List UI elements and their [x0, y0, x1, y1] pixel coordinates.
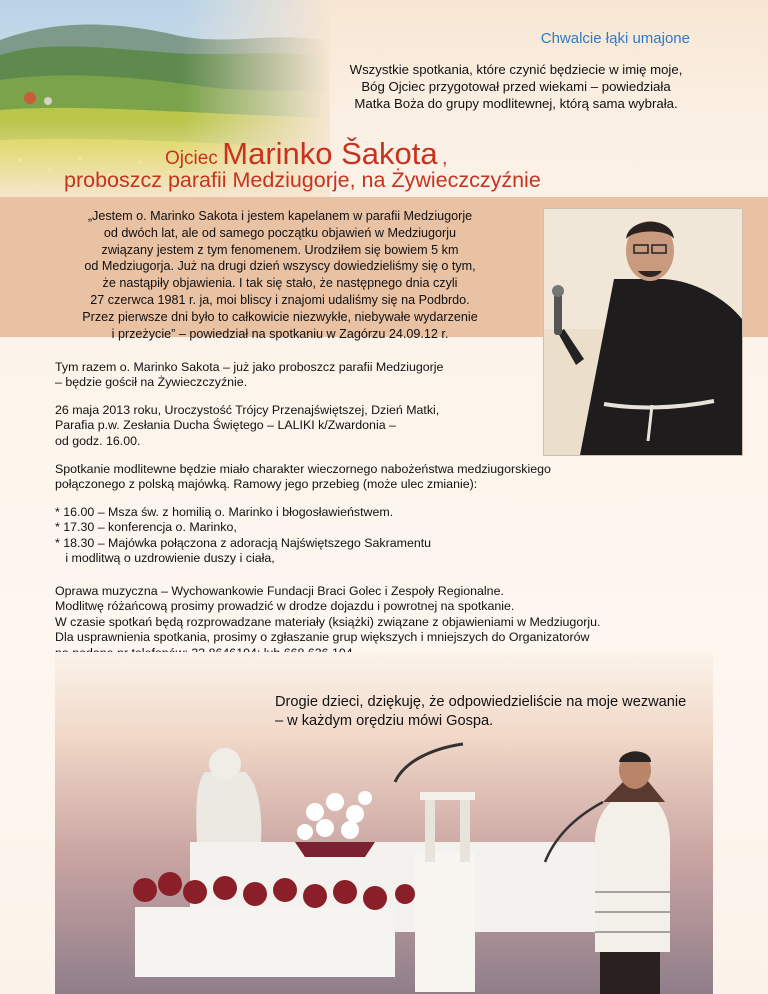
priest-quote-line: 27 czerwca 1981 r. ja, moi bliscy i znajomi udaliśmy się na Podbrdo. — [90, 292, 470, 307]
priest-quote-line: i przeżycie” – powiedział na spotkaniu w Zagórzu 24.09.12 r. — [111, 326, 449, 341]
gospa-quote — [275, 693, 715, 730]
priest-quote-line: Przez pierwsze dni było to całkowicie niezwykłe, niebywałe wydarzenie — [82, 309, 478, 324]
gospa-quote-line: Drogie dzieci, dziękuję, że odpowiedzieliście na moje wezwanie — [275, 694, 687, 710]
schedule — [55, 505, 431, 567]
event-details-line: 26 maja 2013 roku, Uroczystość Trójcy Przenajświętszej, Dzień Matki, — [55, 403, 440, 417]
page-subtitle: proboszcz parafii Medziugorje, na Żywieczczyźnie — [64, 168, 541, 192]
page-title — [165, 136, 447, 172]
announcement-line: Tym razem o. Marinko Sakota – już jako proboszcz parafii Medziugorje — [55, 360, 444, 374]
program-intro-line: Spotkanie modlitewne będzie miało charakter wieczornego nabożeństwa medziugorskiego — [55, 462, 551, 476]
priest-photo — [543, 208, 743, 456]
headline: Chwalcie łąki umajone — [540, 30, 690, 47]
closing-line: Modlitwę różańcową prosimy prowadzić w drodze dojazdu i powrotnej na spotkanie. — [55, 599, 515, 614]
priest-illustration — [544, 209, 742, 455]
priest-quote — [55, 208, 505, 342]
event-details-line: Parafia p.w. Zesłania Ducha Świętego – LALIKI k/Zwardonia – — [55, 418, 396, 433]
announcement-line: – będzie gościł na Żywieczczyźnie. — [55, 375, 248, 390]
event-details — [55, 403, 439, 449]
event-details-line: od godz. 16.00. — [55, 433, 141, 448]
priest-quote-line: „Jestem o. Marinko Sakota i jestem kapelanem w parafii Medziugorje — [87, 209, 473, 223]
closing-line: Dla usprawnienia spotkania, prosimy o zgłaszanie grup większych i mniejszych do Organizatorów — [55, 630, 590, 645]
title-comma: , — [442, 148, 448, 169]
priest-quote-line: od dwóch lat, ale od samego początku objawień w Medziugorju — [103, 225, 457, 240]
schedule-item: i modlitwą o uzdrowienie duszy i ciała, — [55, 551, 275, 566]
closing-line: Oprawa muzyczna – Wychowankowie Fundacji Braci Golec i Zespoły Regionalne. — [55, 584, 504, 598]
priest-quote-line: związany jestem z tym fenomenem. Urodziłem się bowiem 5 km — [101, 242, 459, 257]
gospa-quote-line: – w każdym orędziu mówi Gospa. — [275, 712, 494, 729]
priest-quote-line: od Medziugorja. Już na drugi dzień wszyscy dowiedzieliśmy się o tym, — [84, 259, 476, 274]
announcement — [55, 360, 443, 391]
program-intro — [55, 462, 551, 493]
intro-quote-line: Matka Boża do grupy modlitewnej, którą sama wybrała. — [354, 96, 678, 111]
intro-quote-line: Bóg Ojciec przygotował przed wiekami – powiedziała — [361, 79, 671, 94]
intro-quote — [300, 61, 732, 112]
priest-quote-line: że nastąpiły objawienia. I tak się stało, że następnego dnia czyli — [102, 276, 458, 291]
title-name: Marinko Šakota — [222, 136, 438, 171]
intro-quote-line: Wszystkie spotkania, które czynić będziecie w imię moje, — [349, 62, 683, 77]
program-intro-line: połączonego z polską majówką. Ramowy jego przebieg (może ulec zmianie): — [55, 477, 478, 492]
schedule-item: * 18.30 – Majówka połączona z adoracją Najświętszego Sakramentu — [55, 535, 432, 550]
schedule-item: * 16.00 – Msza św. z homilią o. Marinko i błogosławieństwem. — [55, 505, 394, 519]
title-prefix: Ojciec — [165, 148, 218, 169]
schedule-list — [55, 505, 431, 567]
schedule-item: * 17.30 – konferencja o. Marinko, — [55, 520, 237, 535]
closing-line: W czasie spotkań będą rozprowadzane materiały (książki) związane z objawieniami w Medziugorju. — [55, 614, 601, 629]
